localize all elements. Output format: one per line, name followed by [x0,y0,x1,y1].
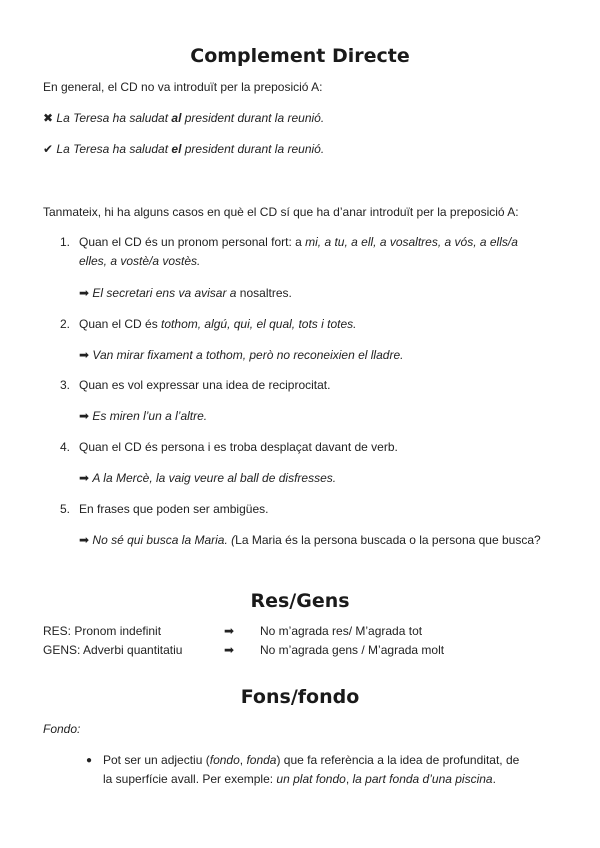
example-text: nosaltres. [236,286,292,300]
intro-paragraph: En general, el CD no va introduït per la preposició A: [43,80,323,94]
list-item-italic: mi, a tu, a ell, a vosaltres, a vós, a ells/a [305,235,518,249]
intro2-paragraph: Tanmateix, hi ha alguns casos en què el CD sí que ha d’anar introduït per la preposició A: [43,205,519,219]
example-italic: El secretari ens va avisar a [92,286,237,300]
bullet-text: la superfície avall. Per exemple: [103,772,277,786]
list-item-2-line1 [79,317,357,331]
right-example-prep: el [171,142,182,156]
res-example: No m’agrada res/ M’agrada tot [260,624,423,638]
bullet-italic: un plat fondo [276,772,346,786]
section-title-fons-fondo: Fons/fondo [240,686,360,708]
list-item-3-line1: Quan es vol expressar una idea de reciprocitat. [79,378,331,392]
list-number: 3. [60,378,71,392]
example-italic: Van mirar fixament a tothom, però no reconeixien el lladre. [92,348,404,362]
cross-icon: ✖ [43,111,54,125]
bullet-italic: la part fonda d’una piscina [352,772,493,786]
wrong-example-text-post: president durant la reunió. [181,111,325,125]
arrow-right-icon: ➡ [79,348,90,362]
right-example [43,142,324,156]
list-item-1-line2: elles, a vostè/a vostès. [79,254,201,268]
example-italic: No sé qui busca la Maria. ( [92,533,236,547]
example-italic: Es miren l’un a l’altre. [92,409,208,423]
list-item-5-line1: En frases que poden ser ambigües. [79,502,269,516]
section-title-res-gens: Res/Gens [250,590,350,612]
list-number: 5. [60,502,71,516]
fondo-bullet-line1 [103,753,519,767]
bullet-icon: ● [86,755,93,766]
wrong-example-prep: al [171,111,182,125]
wrong-example-text-pre: La Teresa ha saludat [56,111,172,125]
wrong-example [43,111,324,125]
check-icon: ✔ [43,142,54,156]
fondo-bullet-line2 [103,772,496,786]
bullet-text: . [492,772,496,786]
list-number: 4. [60,440,71,454]
bullet-italic: fonda [246,753,277,767]
list-item-1-example [79,286,292,300]
list-item-2-example [79,348,403,362]
gens-label: GENS: Adverbi quantitatiu [43,643,183,657]
arrow-right-icon: ➡ [79,409,90,423]
arrow-right-icon: ➡ [79,471,90,485]
right-example-text-post: president durant la reunió. [181,142,325,156]
list-item-5-example [79,533,541,547]
list-item-italic: tothom, algú, qui, el qual, tots i totes. [161,317,357,331]
bullet-text: , [345,772,353,786]
list-item-4-example [79,471,336,485]
list-item-1-line1 [79,235,518,249]
right-example-text-pre: La Teresa ha saludat [56,142,172,156]
list-item-text: Quan el CD és un pronom personal fort: a [79,235,306,249]
bullet-text: Pot ser un adjectiu ( [103,753,210,767]
arrow-right-icon: ➡ [79,533,90,547]
fondo-label: Fondo: [43,722,81,736]
arrow-right-icon: ➡ [224,643,235,657]
list-item-text: Quan el CD és [79,317,162,331]
list-item-4-line1: Quan el CD és persona i es troba desplaçat davant de verb. [79,440,398,454]
bullet-text: , [239,753,247,767]
example-italic: A la Mercè, la vaig veure al ball de disfresses. [92,471,337,485]
res-label: RES: Pronom indefinit [43,624,162,638]
arrow-right-icon: ➡ [224,624,235,638]
gens-example: No m’agrada gens / M’agrada molt [260,643,445,657]
bullet-italic: fondo [209,753,240,767]
list-number: 1. [60,235,71,249]
list-number: 2. [60,317,71,331]
list-item-3-example [79,409,207,423]
arrow-right-icon: ➡ [79,286,90,300]
section-title-complement-directe: Complement Directe [190,45,410,67]
example-text: La Maria és la persona buscada o la persona que busca? [235,533,541,547]
bullet-text: ) que fa referència a la idea de profunditat, de [276,753,520,767]
